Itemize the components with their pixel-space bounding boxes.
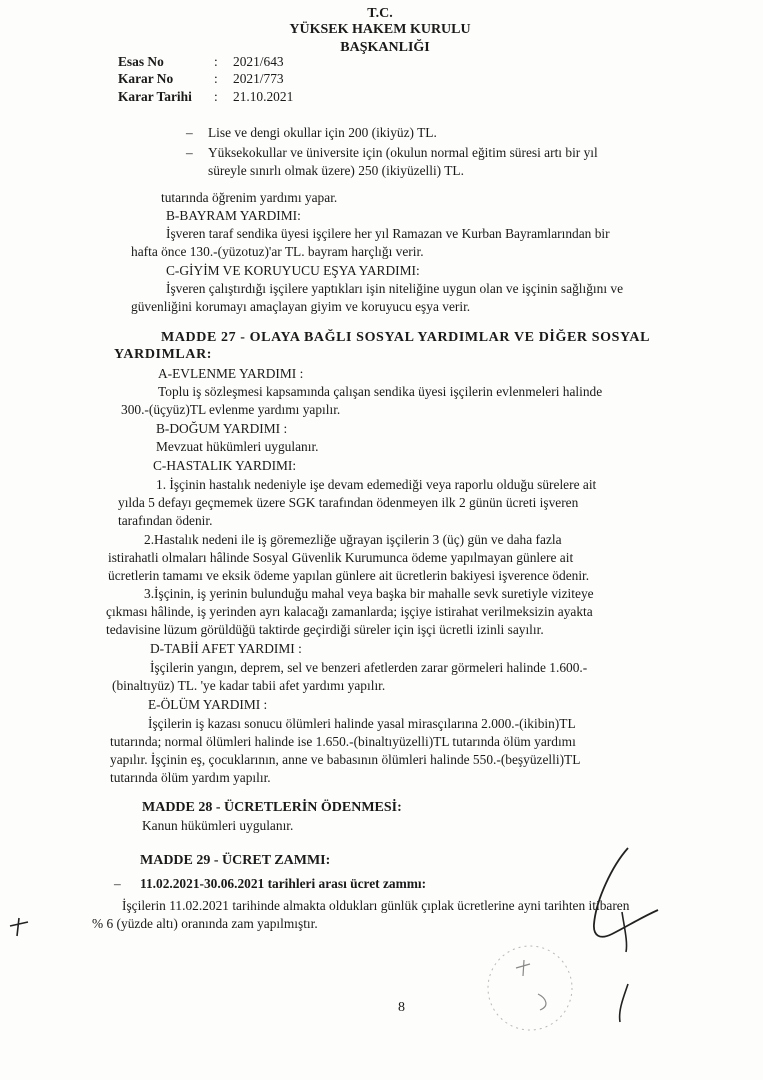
hastalik-2-line-1: 2.Hastalık nedeni ile iş göremezliğe uğrayan işçilerin 3 (üç) gün ve daha fazla — [144, 532, 562, 547]
heading-evlenme: A-EVLENME YARDIMI : — [158, 366, 304, 381]
dogum-line-1: Mevzuat hükümleri uygulanır. — [156, 439, 319, 454]
heading-dogum: B-DOĞUM YARDIMI : — [156, 421, 288, 436]
afet-line-2: (binaltıyüz) TL. 'ye kadar tabii afet yardımı yapılır. — [112, 678, 386, 693]
heading-giyim: C-GİYİM VE KORUYUCU EŞYA YARDIMI: — [166, 263, 420, 278]
giyim-line-2: güvenliğini korumayı amaçlayan giyim ve koruyucu eşya verir. — [131, 299, 471, 314]
hastalik-1-line-3: tarafından ödenir. — [118, 513, 213, 528]
bullet-lise: Lise ve dengi okullar için 200 (ikiyüz) TL. — [208, 125, 437, 140]
hastalik-1-line-1: 1. İşçinin hastalık nedeniyle işe devam edemediği veya raporlu olduğu sürelere ait — [156, 477, 597, 492]
afet-line-1: İşçilerin yangın, deprem, sel ve benzeri afetlerden zarar görmeleri halinde 1.600.- — [150, 660, 588, 675]
article-29-line-2: % 6 (yüzde altı) oranında zam yapılmıştır. — [92, 916, 318, 931]
olum-line-2: tutarında; normal ölümleri halinde ise 1.650.-(binaltıyüzelli)TL tutarında ölüm yardımı — [110, 734, 576, 749]
heading-afet: D-TABİİ AFET YARDIMI : — [150, 641, 302, 656]
heading-olum: E-ÖLÜM YARDIMI : — [148, 697, 268, 712]
meta-sep-esas: : — [214, 54, 218, 69]
bayram-line-1: İşveren taraf sendika üyesi işçilere her yıl Ramazan ve Kurban Bayramlarından bir — [166, 226, 610, 241]
heading-bayram: B-BAYRAM YARDIMI: — [166, 208, 301, 223]
olum-line-3: yapılır. İşçinin eş, çocuklarının, anne ve babasının ölümleri halinde 550.-(beşyüzelli)TL — [110, 752, 581, 767]
hastalik-3-line-1: 3.İşçinin, iş yerinin bulunduğu mahal veya başka bir mahalle sevk suretiyle viziteye — [144, 586, 594, 601]
meta-label-tarih: Karar Tarihi — [118, 89, 192, 104]
heading-hastalik: C-HASTALIK YARDIMI: — [153, 458, 297, 473]
meta-value-esas: 2021/643 — [233, 54, 284, 69]
bullet-yuksekokul-1: Yüksekokullar ve üniversite için (okulun normal eğitim süresi artı bir yıl — [208, 145, 598, 160]
evlenme-line-2: 300.-(üçyüz)TL evlenme yardımı yapılır. — [121, 402, 341, 417]
olum-line-4: tutarında ölüm yardım yapılır. — [110, 770, 271, 785]
header-tc: T.C. — [367, 6, 393, 21]
dash-bullet: – — [186, 125, 193, 140]
bayram-line-2: hafta önce 130.-(yüzotuz)'ar TL. bayram harçlığı verir. — [131, 244, 424, 259]
bullet-yuksekokul-2: süreyle sınırlı olmak üzere) 250 (ikiyüzelli) TL. — [208, 163, 464, 178]
paragraph-ogrenim: tutarında öğrenim yardımı yapar. — [161, 190, 338, 205]
evlenme-line-1: Toplu iş sözleşmesi kapsamında çalışan sendika üyesi işçilerin evlenmeleri halinde — [158, 384, 603, 399]
header-institution: YÜKSEK HAKEM KURULU — [289, 22, 471, 37]
meta-sep-tarih: : — [214, 89, 218, 104]
hastalik-2-line-2: istirahatli olmaları hâlinde Sosyal Güvenlik Kurumunca ödeme yapılmayan günlere ait — [108, 550, 574, 565]
meta-value-tarih: 21.10.2021 — [233, 89, 294, 104]
article-29-line-1: İşçilerin 11.02.2021 tarihinde almakta oldukları günlük çıplak ücretlerine ayni tarihten itibaren — [122, 898, 630, 913]
dash-bullet: – — [186, 145, 193, 160]
meta-label-esas: Esas No — [118, 54, 164, 69]
article-29-subheading: 11.02.2021-30.06.2021 tarihleri arası ücret zammı: — [140, 876, 427, 891]
hastalik-1-line-2: yılda 5 defayı geçmemek üzere SGK tarafından ödenmeyen ilk 2 günün ücreti işveren — [118, 495, 579, 510]
article-27-title: MADDE 27 - OLAYA BAĞLI SOSYAL YARDIMLAR VE DİĞER SOSYAL — [161, 330, 651, 345]
article-27-title-cont: YARDIMLAR: — [114, 347, 213, 362]
article-28-text: Kanun hükümleri uygulanır. — [142, 818, 294, 833]
meta-value-karar: 2021/773 — [233, 71, 284, 86]
page-number: 8 — [398, 1000, 405, 1015]
hastalik-2-line-3: ücretlerin tamamı ve eksik ödeme yapılan günlere ait ücretlerin bakiyesi işverence ödenir. — [108, 568, 590, 583]
hastalik-3-line-3: tedavisine lüzum görüldüğü taktirde geçirdiği süreler için işçi ücretli izinli sayılır. — [106, 622, 544, 637]
article-28-title: MADDE 28 - ÜCRETLERİN ÖDENMESİ: — [142, 800, 402, 815]
olum-line-1: İşçilerin iş kazası sonucu ölümleri halinde yasal mirasçılarına 2.000.-(ikibin)TL — [148, 716, 576, 731]
meta-sep-karar: : — [214, 71, 218, 86]
giyim-line-1: İşveren çalıştırdığı işçilere yaptıkları işin niteliğine uygun olan ve işçinin sağlığını ve — [166, 281, 624, 296]
dash-bullet: – — [114, 876, 121, 891]
hastalik-3-line-2: çıkması hâlinde, iş yerinden ayrı kalacağı zamanlarda; işçiye istirahat verilmeksizin ayakta — [106, 604, 593, 619]
article-29-title: MADDE 29 - ÜCRET ZAMMI: — [140, 853, 331, 868]
header-department: BAŞKANLIĞI — [340, 40, 430, 55]
meta-label-karar: Karar No — [118, 71, 174, 86]
